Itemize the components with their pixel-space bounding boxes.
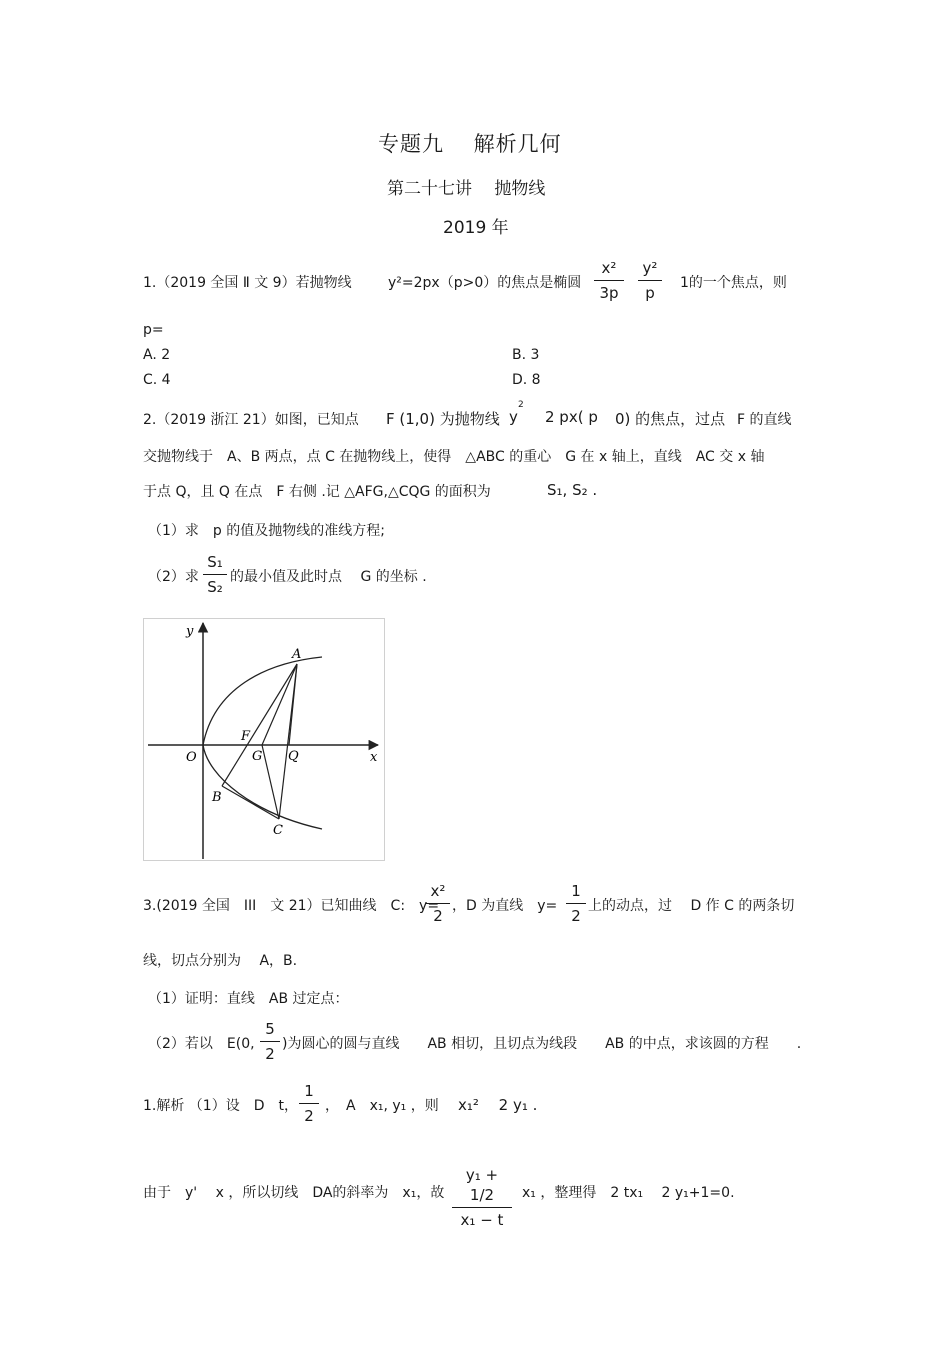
- q3-frac1-num: x²: [430, 882, 446, 900]
- q1-prefix: 1.（2019 全国 Ⅱ 文 9）若抛物线: [143, 275, 352, 291]
- parabola-diagram: [144, 619, 384, 860]
- label-O: O: [186, 750, 197, 765]
- q2-frac-den: S₂: [207, 578, 223, 596]
- line-BC: [222, 786, 279, 819]
- solution-line2a: 由于 y' x ，所以切线 DA的斜率为 x₁，故: [143, 1185, 445, 1201]
- label-B: B: [212, 790, 222, 805]
- q1-frac1-den: 3p: [599, 284, 619, 302]
- q1-option-b: B. 3: [512, 347, 540, 363]
- year-heading: 2019 年: [443, 218, 509, 238]
- label-C: C: [273, 823, 283, 838]
- q3-part2a: （2）若以 E(0,: [148, 1036, 255, 1052]
- q2-line3b: S₁, S₂ .: [547, 481, 598, 499]
- solution-fraction-1: [299, 1081, 319, 1126]
- solution-line1a: 1.解析 （1）设 D t，: [143, 1098, 298, 1114]
- q2-line1a: 2.（2019 浙江 21）如图，已知点: [143, 412, 359, 428]
- solution-frac2-den: x₁ − t: [460, 1211, 504, 1229]
- solution-frac1-num: 1: [304, 1082, 314, 1100]
- label-G: G: [252, 749, 263, 764]
- q2-fraction: [203, 552, 227, 597]
- q2-line1d: 2 px( p: [545, 408, 598, 426]
- q3-line1b: ，D 为直线 y=: [452, 898, 558, 914]
- q1-option-c: C. 4: [143, 372, 171, 388]
- q3-line1a: 3.(2019 全国 III 文 21）已知曲线 C: y=: [143, 898, 440, 914]
- q1-option-d: D. 8: [512, 372, 541, 388]
- line-BA: [222, 664, 297, 786]
- solution-line1b: ， A x₁, y₁ ，则: [325, 1098, 439, 1114]
- q3-part2-num: 5: [265, 1020, 275, 1038]
- q2-sup-2: 2: [518, 400, 524, 410]
- q3-part2-fraction: [260, 1019, 280, 1064]
- q2-line2: 交抛物线于 A、B 两点，点 C 在抛物线上，使得 △ABC 的重心 G 在 x 轴上，直线 AC 交 x 轴: [143, 449, 765, 465]
- q2-part2a: （2）求: [148, 569, 199, 585]
- q1-option-a: A. 2: [143, 347, 171, 363]
- q3-frac2-den: 2: [571, 907, 581, 925]
- q1-fraction-2: [638, 258, 662, 303]
- q3-frac2-num: 1: [571, 882, 581, 900]
- q2-line1f: F 的直线: [737, 412, 792, 428]
- q3-part2-den: 2: [265, 1045, 275, 1063]
- parabola-figure: [143, 618, 385, 861]
- label-Q: Q: [288, 749, 299, 764]
- q1-line2: p=: [143, 322, 164, 338]
- q1-fraction-1: [594, 258, 624, 303]
- q3-line1c: 上的动点，过 D 作 C 的两条切: [588, 898, 795, 914]
- q3-part1: （1）证明：直线 AB 过定点：: [148, 991, 349, 1007]
- label-x: x: [370, 750, 378, 765]
- q3-line2: 线，切点分别为 A，B.: [143, 953, 298, 969]
- solution-line2b: x₁ ，整理得 2 tx₁ 2 y₁+1=0.: [522, 1185, 735, 1201]
- q2-part2b: 的最小值及此时点 G 的坐标 .: [230, 569, 427, 585]
- solution-frac2-num: y₁ + 1/2: [465, 1166, 499, 1204]
- solution-fraction-2: [452, 1165, 512, 1230]
- q2-line1c: y: [509, 408, 518, 426]
- q2-frac-num: S₁: [207, 553, 223, 571]
- q1-equation: y²=2px（p>0）的焦点是椭圆: [388, 275, 582, 291]
- label-F: F: [241, 729, 251, 744]
- q1-frac2-num: y²: [642, 259, 658, 277]
- q3-fraction-1: [426, 881, 450, 926]
- q3-fraction-2: [566, 881, 586, 926]
- q2-part1: （1）求 p 的值及抛物线的准线方程;: [148, 523, 385, 539]
- solution-line1c: x₁² 2 y₁ .: [458, 1096, 538, 1114]
- q1-frac1-num: x²: [601, 259, 617, 277]
- line-GC: [262, 745, 279, 819]
- q3-part2b: )为圆心的圆与直线 AB 相切，且切点为线段 AB 的中点，求该圆的方程 .: [282, 1036, 802, 1052]
- solution-frac1-den: 2: [304, 1107, 314, 1125]
- q2-line3a: 于点 Q，且 Q 在点 F 右侧 .记 △AFG,△CQG 的面积为: [143, 484, 491, 500]
- q3-frac1-den: 2: [433, 907, 443, 925]
- q1-frac2-den: p: [645, 284, 655, 302]
- label-A: A: [292, 647, 302, 662]
- label-y: y: [186, 624, 194, 639]
- lecture-title: 第二十七讲 抛物线: [387, 179, 546, 199]
- q2-line1b: F (1,0) 为抛物线: [386, 410, 500, 428]
- section-title: 专题九 解析几何: [378, 132, 562, 156]
- q2-line1e: 0) 的焦点，过点: [615, 410, 726, 428]
- q1-suffix: 1的一个焦点，则: [680, 275, 787, 291]
